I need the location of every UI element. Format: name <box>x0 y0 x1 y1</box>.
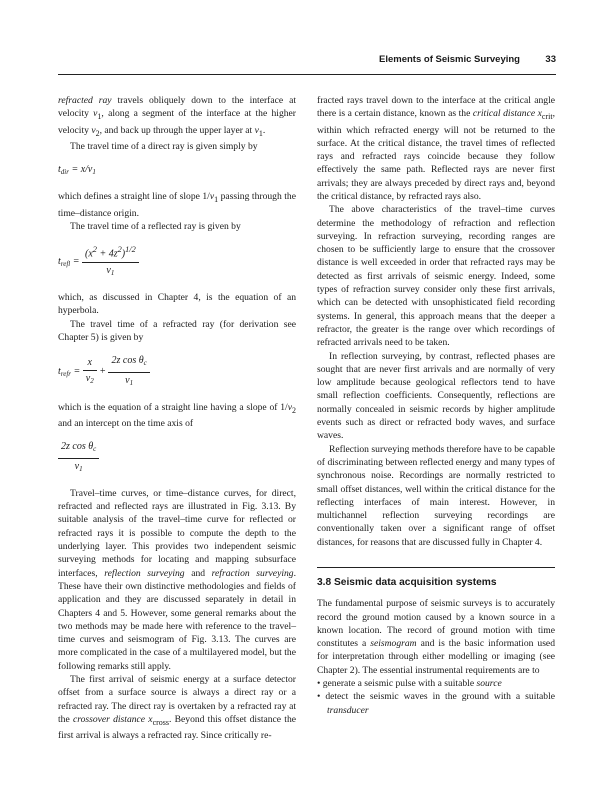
list-item: • detect the seismic waves in the ground with a suitable transducer <box>317 691 555 716</box>
paragraph: which, as discussed in Chapter 4, is the equation of an hyperbola. <box>58 292 296 317</box>
paragraph: Reflection surveying methods therefore have to be capable of discriminating between reflected energy and many types of synchronous noise. Recordings are normally restricted to small offset distances, well within the critical distance for the reflecting interfaces of main interest. However, in multichannel reflection surveying recordings are conventionally taken over a significant range of offset distances, for reasons that are discussed fully in Chapter 4. <box>317 443 555 548</box>
right-column <box>317 94 555 717</box>
paragraph: which defines a straight line of slope $1/v_1$ passing through the time–distance origin. <box>58 191 296 219</box>
equation-refracted: $t_{refr}$ = $\frac{x}{v_2}$ + $\frac{2z \cos \theta_c}{v_1}$ <box>58 354 296 390</box>
left-column <box>58 94 296 742</box>
paragraph: The above characteristics of the travel–time curves determine the methodology of refraction and reflection surveying. In refraction surveying, recording ranges are chosen to be sufficiently large to ensure that the crossover distance is well exceeded in order that refracted rays may be detected as first arrivals of seismic energy. Indeed, some types of refraction survey consider only these first arrivals, which can be detected with unsophisticated field recording systems. In general, this approach means that the deeper a refractor, the greater is the range over which recordings of refracted arrivals need to be taken. <box>317 204 555 349</box>
section-title: 3.8 Seismic data acquisition systems <box>317 567 555 589</box>
paragraph: refracted ray travels obliquely down to the interface at velocity $v_1$, along a segment of the interface at the higher velocity $v_2$, and back up through the upper layer at $v_1$. <box>58 95 297 138</box>
paragraph: The travel time of a direct ray is given simply by <box>70 140 258 152</box>
paragraph: The fundamental purpose of seismic surveys is to accurately record the ground motion caused by a known source in a known location. The record of ground motion with time constitutes a seismogram and is the basic information used for interpretation through either modelling or imaging (see Chapter 2). The essential instrumental requirements are to <box>317 598 555 676</box>
paragraph: The first arrival of seismic energy at a surface detector offset from a surface source is always a direct ray or a refracted ray. The direct ray is overtaken by a refracted ray at the crossover distance $x_{cross}$. Beyond this offset distance the first arrival is always a refracted ray. Since critically re- <box>58 674 296 742</box>
page-number: 33 <box>545 54 556 65</box>
paragraph: The travel time of a reflected ray is given by <box>70 220 241 232</box>
equation-intercept: $\frac{2z \cos \theta_c}{v_1}$ <box>58 440 296 476</box>
paragraph: The travel time of a refracted ray (for derivation see Chapter 5) is given by <box>58 318 296 343</box>
paragraph: In reflection surveying, by contrast, reflected phases are sought that are never first arrivals and are normally of very low amplitude because geological reflectors tend to have small reflection coefficients. Consequently, reflections are normally concealed in seismic records by higher amplitude events such as direct or refracted body waves, and surface waves. <box>317 350 555 442</box>
running-header <box>58 52 556 75</box>
paragraph: Travel–time curves, or time–distance curves, for direct, refracted and reflected rays are illustrated in Fig. 3.13. By suitable analysis of the travel–time curve for reflected or refracted rays it is possible to compute the depth to the underlying layer. This provides two independent seismic surveying methods for locating and mapping subsurface interfaces, reflection surveying and refraction surveying. These have their own distinctive methodologies and fields of application and they are discussed separately in detail in Chapters 4 and 5. However, some general remarks about the two methods may be made here with reference to the travel–time curves and seismogram of Fig. 3.13. The curves are more complicated in the case of a multilayered model, but the following remarks still apply. <box>58 487 296 672</box>
equation-direct: $t_{dir} = x/v_1$ <box>58 164 96 176</box>
running-head: Elements of Seismic Surveying <box>379 54 520 65</box>
paragraph: which is the equation of a straight line having a slope of $1/v_2$ and an intercept on the time axis of <box>58 401 296 429</box>
requirements-list <box>317 677 555 717</box>
list-item: • generate a seismic pulse with a suitable source <box>317 678 502 690</box>
equation-reflected: $t_{refl}$ = $\frac{(x^2 + 4z^2)^{1/2}}{v_1}$ <box>58 243 296 280</box>
paragraph: fracted rays travel down to the interface at the critical angle there is a certain distance, known as the critical distance $x_{crit}$, within which refracted energy will not be returned to the surface. At the critical distance, the travel times of reflected rays and refracted rays coincide because they follow effectively the same path. Reflected rays are never first arrivals; they are always preceded by direct rays and, beyond the critical distance, by refracted rays also. <box>317 95 555 202</box>
